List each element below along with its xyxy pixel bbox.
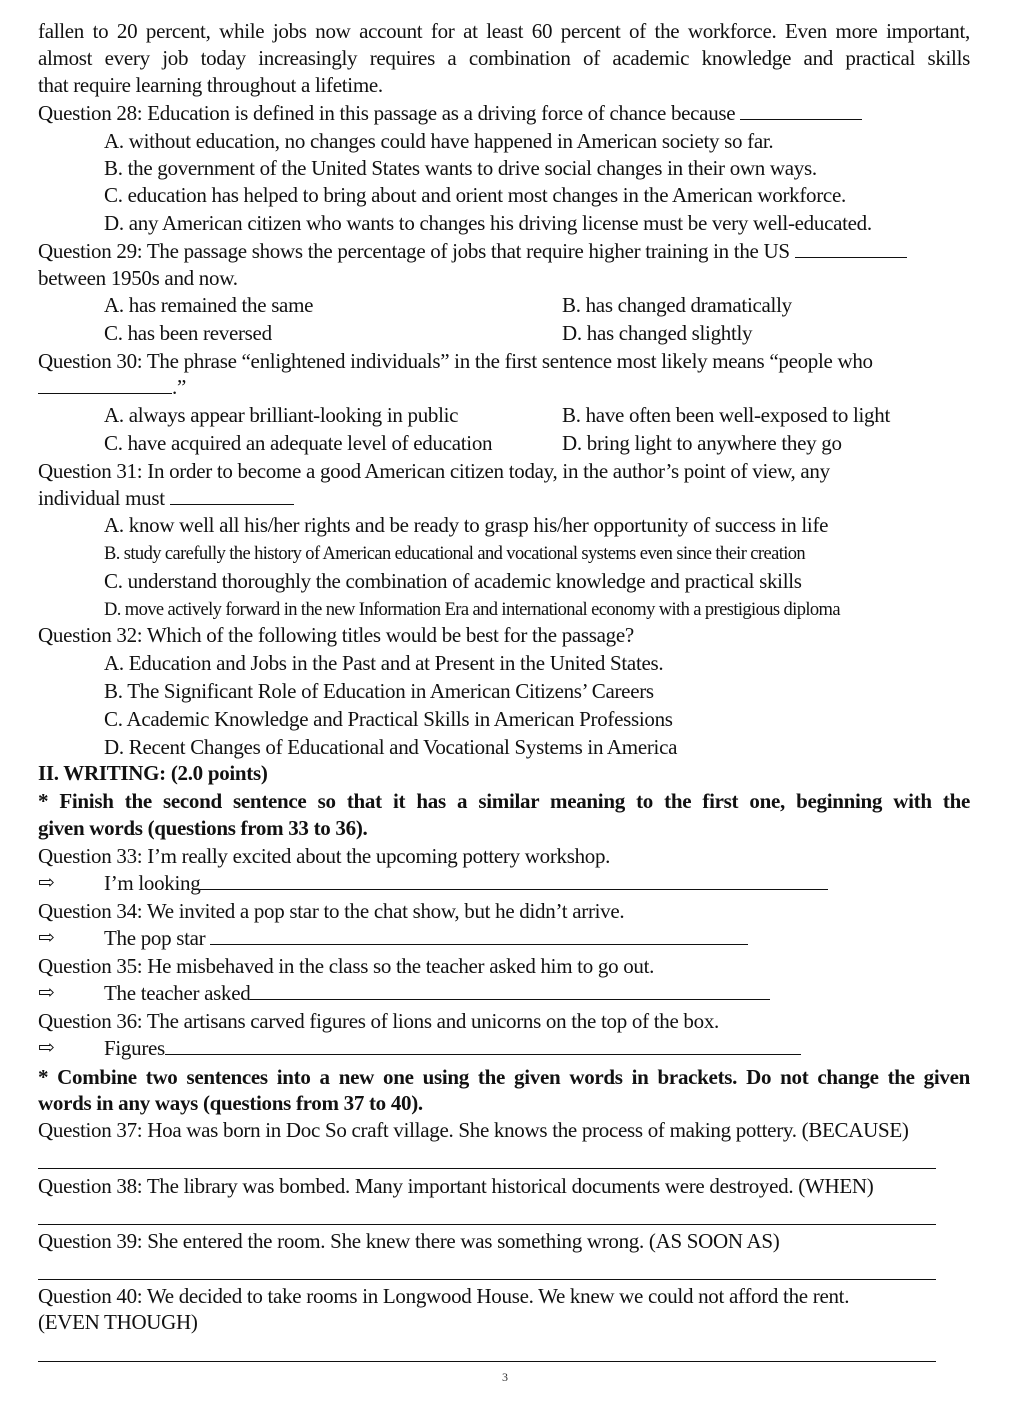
option-a[interactable]: A. Education and Jobs in the Past and at Present in the United States.	[104, 651, 664, 675]
rewrite-answer-line	[104, 1035, 801, 1062]
option-c[interactable]: C. Academic Knowledge and Practical Skills in American Professions	[104, 707, 673, 731]
sentence-starter: The pop star	[104, 926, 206, 950]
option-a[interactable]: A. know well all his/her rights and be ready to grasp his/her opportunity of success in life	[104, 513, 829, 537]
quote-close: .”	[172, 375, 186, 399]
question-28	[38, 100, 862, 127]
question-40: Question 40: We decided to take rooms in Longwood House. We knew we could not afford the rent.	[38, 1284, 850, 1308]
instruction: given words (questions from 33 to 36).	[38, 816, 368, 840]
answer-blank[interactable]	[170, 486, 294, 505]
option-a[interactable]: A. has remained the same	[104, 293, 314, 317]
sentence-starter: I’m looking	[104, 871, 201, 895]
answer-line[interactable]	[38, 1361, 936, 1362]
question-stem-continued: between 1950s and now.	[38, 266, 238, 290]
instruction: words in any ways (questions from 37 to 40).	[38, 1091, 423, 1115]
passage-line: almost every job today increasingly requires a combination of academic knowledge and practical skills	[38, 46, 970, 70]
passage-line: fallen to 20 percent, while jobs now account for at least 60 percent of the workforce. Even more important,	[38, 19, 970, 43]
option-d[interactable]: D. Recent Changes of Educational and Vocational Systems in America	[104, 735, 678, 759]
question-stem: Question 28: Education is defined in this passage as a driving force of chance because	[38, 101, 736, 125]
sentence-starter: The teacher asked	[104, 981, 251, 1005]
option-d[interactable]: D. bring light to anywhere they go	[562, 431, 842, 455]
option-a[interactable]: A. always appear brilliant-looking in public	[104, 403, 459, 427]
page-number: 3	[502, 1370, 508, 1384]
option-d[interactable]: D. any American citizen who wants to changes his driving license must be very well-educated.	[104, 211, 872, 235]
question-34: Question 34: We invited a pop star to the chat show, but he didn’t arrive.	[38, 899, 625, 923]
answer-blank[interactable]	[740, 101, 862, 120]
answer-line[interactable]	[38, 1168, 936, 1169]
answer-blank[interactable]	[38, 375, 172, 394]
option-c[interactable]: C. has been reversed	[104, 321, 272, 345]
option-b[interactable]: B. have often been well-exposed to light	[562, 403, 890, 427]
option-b[interactable]: B. study carefully the history of American educational and vocational systems even since their creation	[104, 544, 806, 564]
answer-line[interactable]	[38, 1279, 936, 1280]
option-b[interactable]: B. the government of the United States wants to drive social changes in their own ways.	[104, 156, 817, 180]
question-31: Question 31: In order to become a good American citizen today, in the author’s point of view, any	[38, 459, 830, 483]
option-c[interactable]: C. have acquired an adequate level of education	[104, 431, 493, 455]
instruction: * Finish the second sentence so that it has a similar meaning to the first one, beginning with the	[38, 789, 970, 813]
arrow-right-icon: ⇨	[38, 982, 55, 1004]
answer-line[interactable]	[38, 1224, 936, 1225]
rewrite-answer-line	[104, 870, 828, 897]
answer-blank[interactable]	[200, 871, 828, 890]
passage-line: that require learning throughout a lifetime.	[38, 73, 383, 97]
question-stem: Question 29: The passage shows the percentage of jobs that require higher training in the US	[38, 239, 790, 263]
option-c[interactable]: C. understand thoroughly the combination of academic knowledge and practical skills	[104, 569, 802, 593]
question-31-continued	[38, 485, 294, 512]
option-d[interactable]: D. move actively forward in the new Information Era and international economy with a prestigious diploma	[104, 600, 840, 620]
question-40-continued: (EVEN THOUGH)	[38, 1310, 198, 1334]
arrow-right-icon: ⇨	[38, 927, 55, 949]
answer-blank[interactable]	[210, 926, 748, 945]
section-heading: II. WRITING: (2.0 points)	[38, 761, 268, 785]
option-b[interactable]: B. The Significant Role of Education in American Citizens’ Careers	[104, 679, 654, 703]
option-b[interactable]: B. has changed dramatically	[562, 293, 792, 317]
question-29	[38, 238, 907, 265]
question-stem-continued: individual must	[38, 486, 165, 510]
option-a[interactable]: A. without education, no changes could have happened in American society so far.	[104, 129, 774, 153]
rewrite-answer-line	[104, 980, 770, 1007]
question-36: Question 36: The artisans carved figures of lions and unicorns on the top of the box.	[38, 1009, 719, 1033]
question-30-blank-line	[38, 374, 186, 401]
question-32: Question 32: Which of the following titles would be best for the passage?	[38, 623, 634, 647]
answer-blank[interactable]	[250, 981, 770, 1000]
question-37: Question 37: Hoa was born in Doc So craft village. She knows the process of making pottery. (BECAUSE)	[38, 1118, 909, 1142]
option-c[interactable]: C. education has helped to bring about and orient most changes in the American workforce.	[104, 183, 846, 207]
question-35: Question 35: He misbehaved in the class so the teacher asked him to go out.	[38, 954, 655, 978]
question-38: Question 38: The library was bombed. Many important historical documents were destroyed. (WHEN)	[38, 1174, 874, 1198]
arrow-right-icon: ⇨	[38, 1037, 55, 1059]
rewrite-answer-line	[104, 925, 748, 952]
arrow-right-icon: ⇨	[38, 872, 55, 894]
question-33: Question 33: I’m really excited about the upcoming pottery workshop.	[38, 844, 611, 868]
option-d[interactable]: D. has changed slightly	[562, 321, 753, 345]
question-39: Question 39: She entered the room. She knew there was something wrong. (AS SOON AS)	[38, 1229, 780, 1253]
answer-blank[interactable]	[795, 239, 907, 258]
sentence-starter: Figures	[104, 1036, 165, 1060]
instruction: * Combine two sentences into a new one using the given words in brackets. Do not change the given	[38, 1065, 970, 1089]
question-30: Question 30: The phrase “enlightened individuals” in the first sentence most likely means “people who	[38, 349, 873, 373]
answer-blank[interactable]	[165, 1036, 801, 1055]
